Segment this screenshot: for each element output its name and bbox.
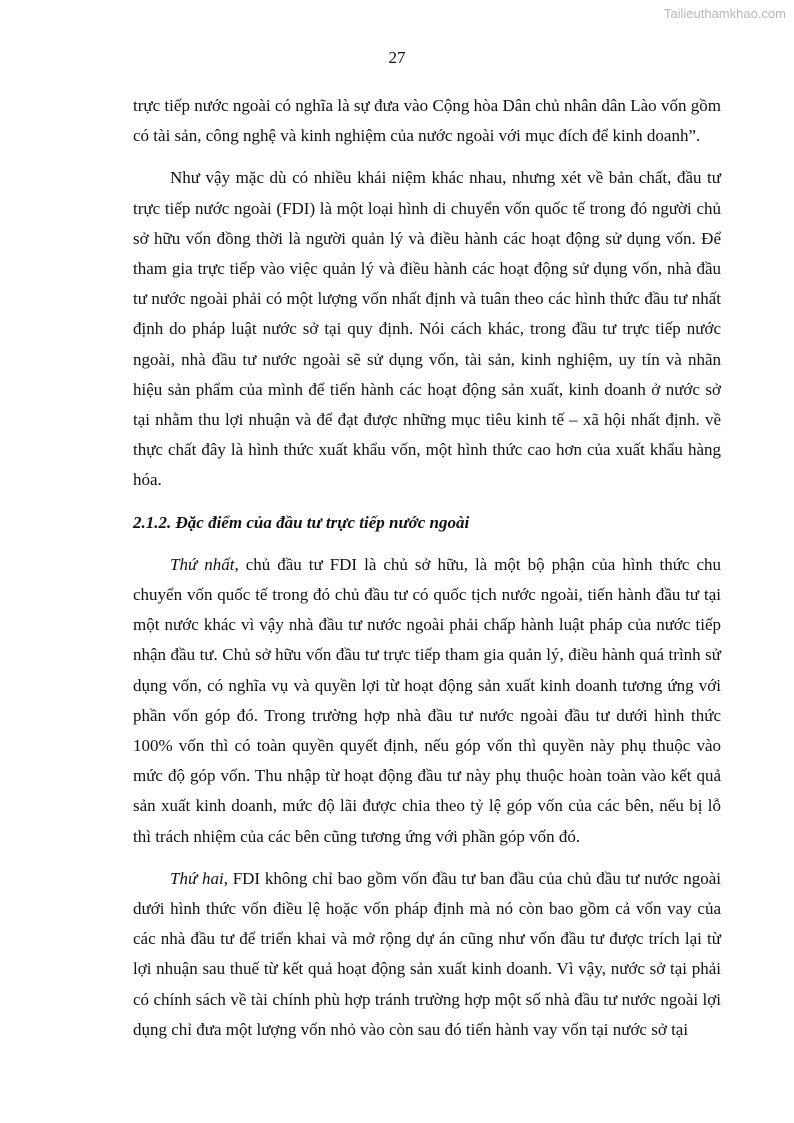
- paragraph-second-characteristic: [133, 864, 721, 1045]
- paragraph-lead-second: Thứ hai: [170, 868, 224, 888]
- section-heading: 2.1.2. Đặc điểm của đầu tư trực tiếp nước ngoài: [133, 512, 470, 532]
- paragraph-fdi-definition: Như vậy mặc dù có nhiều khái niệm khác nhau, nhưng xét về bản chất, đầu tư trực tiếp nước ngoài (FDI) là một loại hình di chuyển vốn quốc tế trong đó người chủ sở hữu vốn đồng thời là người quản lý và điều hành các hoạt động sử dụng vốn. Để tham gia trực tiếp vào việc quản lý và điều hành các hoạt động sử dụng vốn, nhà đầu tư nước ngoài phải có một lượng vốn nhất định và tuân theo các hình thức đầu tư nhất định do pháp luật nước sở tại quy định. Nói cách khác, trong đầu tư trực tiếp nước ngoài, nhà đầu tư nước ngoài sẽ sử dụng vốn, tài sản, kinh nghiệm, uy tín và nhãn hiệu sản phẩm của mình để tiến hành các hoạt động sản xuất, kinh doanh ở nước sở tại nhằm thu lợi nhuận và để đạt được những mục tiêu kinh tế – xã hội nhất định. về thực chất đây là hình thức xuất khẩu vốn, một hình thức cao hơn của xuất khẩu hàng hóa.: [133, 168, 721, 490]
- page-number: 27: [388, 48, 406, 67]
- paragraph-text-second: , FDI không chỉ bao gồm vốn đầu tư ban đầu của chủ đầu tư nước ngoài dưới hình thức vốn điều lệ hoặc vốn pháp định mà nó còn bao gồm cả vốn vay của các nhà đầu tư để triển khai và mở rộng dự án cũng như vốn đầu tư được trích lại từ lợi nhuận sau thuế từ kết quả hoạt động sản xuất kinh doanh. Vì vậy, nước sở tại phải có chính sách về tài chính phù hợp tránh trường hợp một số nhà đầu tư nước ngoài lợi dụng chỉ đưa một lượng vốn nhỏ vào còn sau đó tiến hành vay vốn tại nước sở tại: [133, 868, 722, 1039]
- paragraph-lead-first: Thứ nhất: [170, 554, 235, 574]
- watermark: Tailieuthamkhao.com: [663, 6, 786, 21]
- paragraph-text-first: , chủ đầu tư FDI là chủ sở hữu, là một bộ phận của hình thức chu chuyển vốn quốc tế trong đó chủ đầu tư có quốc tịch nước ngoài, tiến hành đầu tư tại một nước khác vì vậy nhà đầu tư nước ngoài phải chấp hành luật pháp của nước tiếp nhận đầu tư. Chủ sở hữu vốn đầu tư trực tiếp tham gia quản lý, điều hành quá trình sử dụng vốn, có nghĩa vụ và quyền lợi từ hoạt động sản xuất kinh doanh tương ứng với phần vốn góp đó. Trong trường hợp nhà đầu tư nước ngoài đầu tư dưới hình thức 100% vốn thì có toàn quyền quyết định, nếu góp vốn thì quyền này phụ thuộc vào mức độ góp vốn. Thu nhập từ hoạt động đầu tư này phụ thuộc hoàn toàn vào kết quả sản xuất kinh doanh, mức độ lãi được chia theo tỷ lệ góp vốn của các bên, nếu bị lỗ thì trách nhiệm của các bên cũng tương ứng với phần góp vốn đó.: [133, 554, 722, 846]
- paragraph-first-characteristic: [133, 550, 721, 852]
- paragraph-continuation: trực tiếp nước ngoài có nghĩa là sự đưa vào Cộng hòa Dân chủ nhân dân Lào vốn gồm có tài sản, công nghệ và kinh nghiệm của nước ngoài với mục đích để kinh doanh”.: [133, 96, 721, 146]
- document-body: [133, 91, 721, 1057]
